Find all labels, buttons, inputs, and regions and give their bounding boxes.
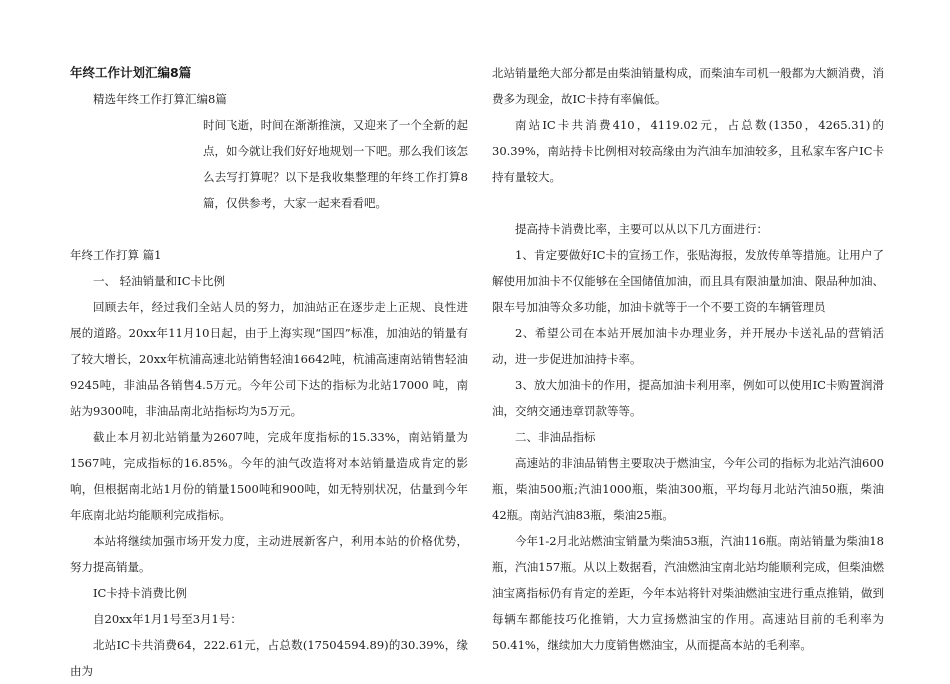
subsection-heading: IC卡持卡消费比例: [93, 586, 187, 600]
spacer: [70, 216, 468, 242]
list-item: 1、肯定要做好IC卡的宣扬工作，张贴海报，发放传单等措施。让用户了解使用加油卡不仅能够在全国储值加油，而且具有限油量加油、限品种加油、限车号加油等众多功能，加油卡就等于一个不要工资的车辆管理员: [492, 248, 884, 314]
paragraph: 自20xx年1月1号至3月1号：: [93, 612, 242, 626]
paragraph: 截止本月初北站销量为2607吨，完成年度指标的15.33%，南站销量为1567吨，完成指标的16.85%。今年的油气改造将对本站销量造成肯定的影响，但根据南北站1月份的销量1500吨和900吨，如无特别状况，估量到今年年底南北站均能顺利完成指标。: [70, 430, 468, 522]
paragraph: 本站将继续加强市场开发力度，主动进展新客户，利用本站的价格优势，努力提高销量。: [70, 534, 468, 574]
paragraph: 北站销量绝大部分都是由柴油销量构成，而柴油车司机一般都为大额消费，消费多为现金，故IC卡持有率偏低。: [492, 66, 884, 106]
left-column: [70, 60, 468, 684]
list-item: 3、放大加油卡的作用，提高加油卡利用率，例如可以使用IC卡购置润滑油，交纳交通违章罚款等等。: [492, 378, 884, 418]
document-title: 年终工作计划汇编8篇: [70, 65, 192, 80]
intro-paragraph: 时间飞逝，时间在渐渐推演，又迎来了一个全新的起点，如今就让我们好好地规划一下吧。那么我们该怎么去写打算呢？以下是我收集整理的年终工作打算8篇，仅供参考，大家一起来看看吧。: [203, 118, 468, 210]
paragraph: 提高持卡消费比率，主要可以从以下几方面进行：: [515, 222, 768, 236]
subsection-heading: 二、非油品指标: [515, 430, 596, 444]
spacer: [492, 190, 884, 216]
paragraph: 南站IC卡共消费410，4119.02元，占总数(1350，4265.31)的30.39%，南站持卡比例相对较高缘由为汽油车加油较多，且私家车客户IC卡持有量较大。: [492, 118, 884, 184]
paragraph: 高速站的非油品销售主要取决于燃油宝，今年公司的指标为北站汽油600瓶，柴油500瓶;汽油1000瓶，柴油300瓶，平均每月北站汽油50瓶，柴油42瓶。南站汽油83瓶，柴油25瓶。: [492, 456, 884, 522]
paragraph: 北站IC卡共消费64，222.61元，占总数(17504594.89)的30.39%，缘由为: [70, 638, 468, 678]
section-heading: 年终工作打算 篇1: [70, 248, 162, 262]
list-item: 2、希望公司在本站开展加油卡办理业务，并开展办卡送礼品的营销活动，进一步促进加油持卡率。: [492, 326, 884, 366]
document-subtitle: 精选年终工作打算汇编8篇: [93, 92, 227, 106]
paragraph: 回顾去年，经过我们全站人员的努力，加油站正在逐步走上正规、良性进展的道路。20xx年11月10日起，由于上海实现“国四”标准，加油站的销量有了较大增长，20xx年杭浦高速北站销售轻油16642吨，杭浦高速南站销售轻油9245吨，非油品各销售4.5万元。今年公司下达的指标为北站17000 吨，南站为9300吨，非油品南北站指标均为5万元。: [70, 300, 468, 418]
right-column: [492, 60, 884, 658]
paragraph: 今年1-2月北站燃油宝销量为柴油53瓶，汽油116瓶。南站销量为柴油18瓶，汽油157瓶。从以上数据看，汽油燃油宝南北站均能顺利完成，但柴油燃油宝离指标仍有肯定的差距，今年本站将针对柴油燃油宝进行重点推销，做到每辆车都能技巧化推销，大力宣扬燃油宝的作用。高速站目前的毛利率为50.41%，继续加大力度销售燃油宝，从而提高本站的毛利率。: [492, 534, 884, 652]
subsection-heading: 一、 轻油销量和IC卡比例: [93, 274, 225, 288]
